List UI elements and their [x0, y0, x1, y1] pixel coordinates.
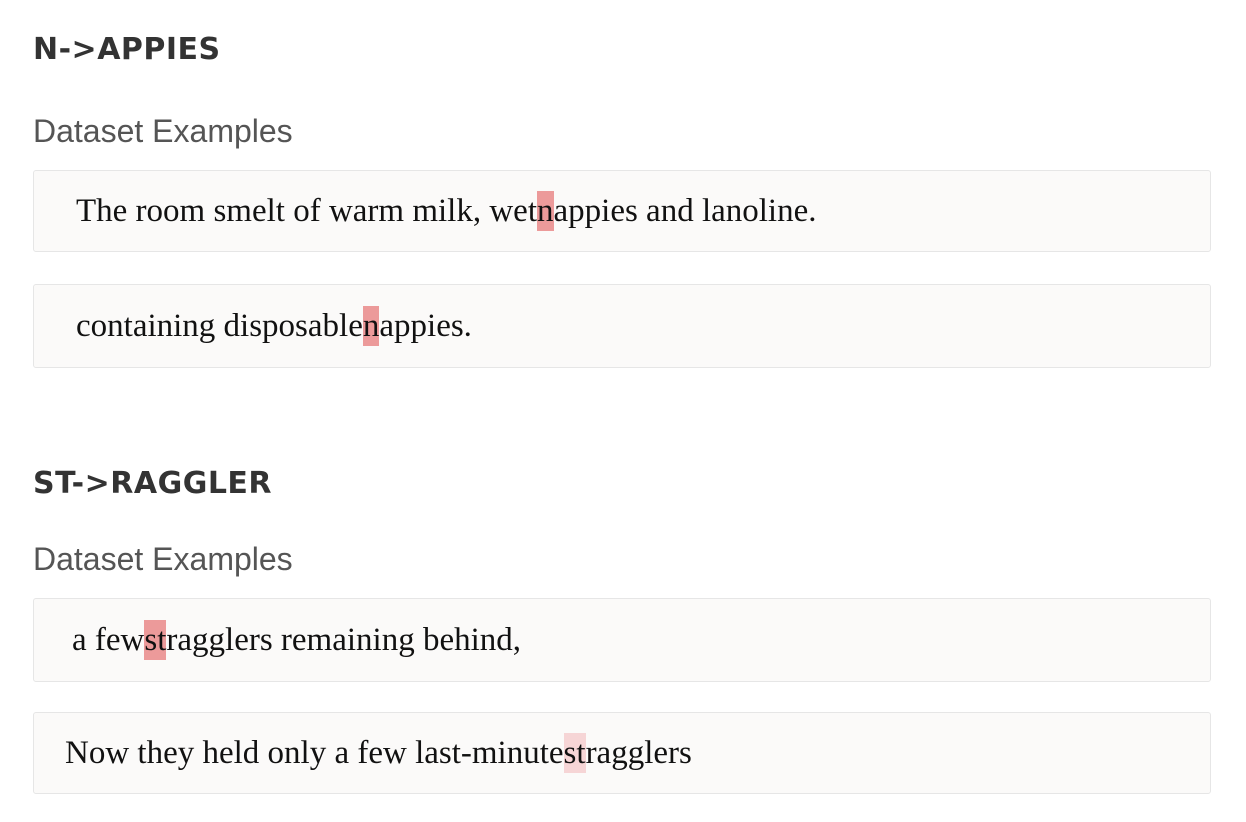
token-highlight: st: [563, 735, 586, 771]
token: a few: [72, 622, 145, 658]
feature-section: [33, 466, 1211, 771]
feature-section: [33, 32, 1211, 344]
token: appies and lanoline.: [553, 193, 817, 229]
dataset-example: [33, 170, 1211, 252]
token: ragglers remaining behind,: [166, 622, 522, 658]
example-text: [72, 620, 521, 660]
token: appies.: [379, 308, 472, 344]
token-highlight: n: [537, 193, 554, 229]
section-label: Dataset Examples: [33, 113, 293, 149]
section-label: Dataset Examples: [33, 541, 293, 577]
feature-title: N->APPIES: [33, 32, 221, 67]
token: ragglers: [585, 735, 692, 771]
example-text: [65, 733, 692, 773]
token: containing disposable: [76, 308, 363, 344]
token-highlight: n: [362, 308, 380, 344]
dataset-example: [33, 712, 1211, 794]
dataset-example: [33, 284, 1211, 368]
token: Now they held only a few last-minute: [65, 735, 564, 771]
feature-title: ST->RAGGLER: [33, 466, 273, 501]
token: The room smelt of warm milk, wet: [76, 193, 537, 229]
example-text: [76, 191, 817, 231]
example-text: [76, 306, 472, 346]
dataset-example: [33, 598, 1211, 682]
token-highlight: st: [144, 622, 167, 658]
